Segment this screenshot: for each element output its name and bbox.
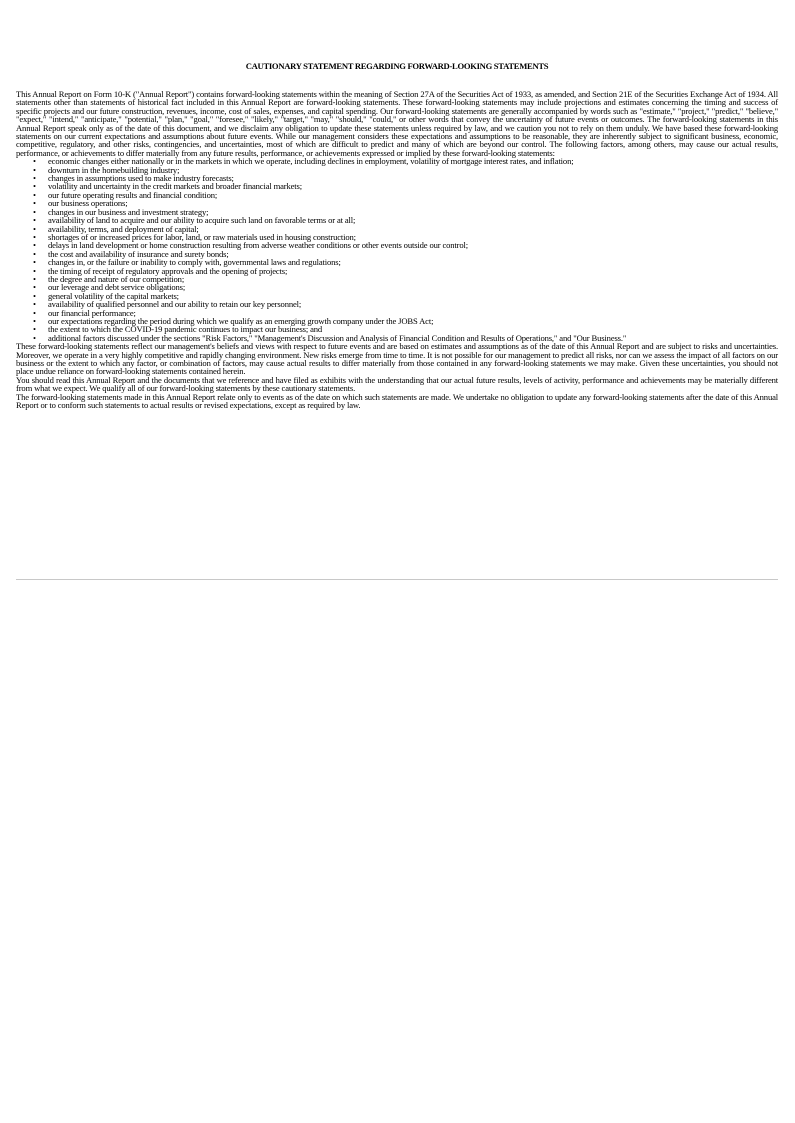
no-obligation-paragraph: The forward-looking statements made in this Annual Report relate only to events as of the date on which such statements are made. We undertake no obligation to update any forward-looking statements after the date of this Annual Report or to conform such statements to actual results or revised expectations, except as required by law. bbox=[16, 391, 778, 411]
bullet-icon: • bbox=[33, 299, 36, 310]
bullet-icon: • bbox=[33, 273, 36, 284]
risk-factor-text: our expectations regarding the period during which we qualify as an emerging growth company under the JOBS Act; bbox=[48, 315, 434, 326]
bullet-icon: • bbox=[33, 189, 36, 200]
bullet-icon: • bbox=[33, 332, 36, 343]
bullet-icon: • bbox=[33, 223, 36, 234]
risk-factor-text: availability of qualified personnel and our ability to retain our key personnel; bbox=[48, 299, 302, 310]
risk-factor-text: downturn in the homebuilding industry; bbox=[48, 164, 180, 175]
risk-factor-text: general volatility of the capital markets; bbox=[48, 290, 179, 301]
bullet-icon: • bbox=[33, 206, 36, 217]
bullet-icon: • bbox=[33, 198, 36, 209]
risk-factor-text: economic changes either nationally or in the markets in which we operate, including declines in employment, volatility of mortgage interest rates, and inflation; bbox=[48, 156, 574, 167]
risk-factor-text: the cost and availability of insurance and surety bonds; bbox=[48, 248, 229, 259]
bullet-icon: • bbox=[33, 307, 36, 318]
bullet-icon: • bbox=[33, 248, 36, 259]
risk-factor-text: additional factors discussed under the sections "Risk Factors," "Management's Discussion and Analysis of Financial Condition and Results of Operations," and "Our Business." bbox=[48, 332, 627, 343]
risk-factor-text: our leverage and debt service obligations; bbox=[48, 282, 186, 293]
risk-factor-text: our financial performance; bbox=[48, 307, 136, 318]
bullet-icon: • bbox=[33, 231, 36, 242]
risk-factor-text: changes in assumptions used to make industry forecasts; bbox=[48, 173, 234, 184]
risk-factor-text: our business operations; bbox=[48, 198, 128, 209]
bullet-icon: • bbox=[33, 156, 36, 167]
bullet-icon: • bbox=[33, 282, 36, 293]
bullet-icon: • bbox=[33, 315, 36, 326]
page-divider bbox=[16, 579, 778, 580]
risk-factor-text: delays in land development or home construction resulting from adverse weather conditions or other events outside our control; bbox=[48, 240, 468, 251]
risk-factor-item bbox=[16, 334, 778, 342]
risk-factor-list bbox=[16, 157, 778, 342]
document-title: CAUTIONARY STATEMENT REGARDING FORWARD-LOOKING STATEMENTS bbox=[245, 61, 549, 71]
bullet-icon: • bbox=[33, 265, 36, 276]
bullet-icon: • bbox=[33, 257, 36, 268]
risk-factor-text: volatility and uncertainty in the credit markets and broader financial markets; bbox=[48, 181, 302, 192]
bullet-icon: • bbox=[33, 324, 36, 335]
risk-factor-text: the extent to which the COVID-19 pandemic continues to impact our business; and bbox=[48, 324, 323, 335]
risk-factor-text: availability of land to acquire and our ability to acquire such land on favorable terms or at all; bbox=[48, 215, 356, 226]
bullet-icon: • bbox=[33, 173, 36, 184]
document-page bbox=[16, 61, 778, 409]
intro-paragraph: This Annual Report on Form 10-K ("Annual Report") contains forward-looking statements within the meaning of Section 27A of the Securities Act of 1933, as amended, and Section 21E of the Securities Exchange Act of 1934. All statements other than statements of historical fact included in this Annual Report are forward-looking statements. These forward-looking statements may include projections and estimates concerning the timing and success of specific projects and our future construction, revenues, income, cost of sales, expenses, and capital spending. Our forward-looking statements are generally accompanied by words such as "estimate," "project," "predict," "believe," "expect," "intend," "anticipate," "potential," "plan," "goal," "foresee," "likely," "target," "may," "should," "could," or other words that convey the uncertainty of future events or outcomes. The forward-looking statements in this Annual Report speak only as of the date of this document, and we disclaim any obligation to update these statements unless required by law, and we caution you not to rely on them unduly. We have based these forward-looking statements on our current expectations and assumptions about future events. While our management considers these expectations and assumptions to be reasonable, they are inherently subject to significant business, economic, competitive, regulatory, and other risks, contingencies, and uncertainties, most of which are difficult to predict and many of which are beyond our control. The following factors, among others, may cause our actual results, performance, or achievements to differ materially from any future results, performance, or achievements expressed or implied by these forward-looking statements: bbox=[16, 89, 778, 158]
exhibits-paragraph: You should read this Annual Report and the documents that we reference and have filed as exhibits with the understanding that our actual future results, levels of activity, performance and achievements may be materially different from what we expect. We qualify all of our forward-looking statements by these cautionary statements. bbox=[16, 374, 778, 394]
risk-factor-item bbox=[16, 191, 778, 199]
beliefs-paragraph: These forward-looking statements reflect our management's beliefs and views with respect to future events and are based on estimates and assumptions as of the date of this Annual Report and are subject to risks and uncertainties. Moreover, we operate in a very highly competitive and rapidly changing environment. New risks emerge from time to time. It is not possible for our management to predict all risks, nor can we assess the impact of all factors on our business or the extent to which any factor, or combination of factors, may cause actual results to differ materially from those contained in any forward-looking statements we may make. Given these uncertainties, you should not place undue reliance on forward-looking statements contained herein. bbox=[16, 341, 778, 377]
risk-factor-text: changes in, or the failure or inability to comply with, governmental laws and regulations; bbox=[48, 257, 341, 268]
bullet-icon: • bbox=[33, 164, 36, 175]
bullet-icon: • bbox=[33, 240, 36, 251]
bullet-icon: • bbox=[33, 215, 36, 226]
risk-factor-text: the timing of receipt of regulatory approvals and the opening of projects; bbox=[48, 265, 288, 276]
bullet-icon: • bbox=[33, 290, 36, 301]
risk-factor-text: our future operating results and financial condition; bbox=[48, 189, 218, 200]
risk-factor-text: availability, terms, and deployment of capital; bbox=[48, 223, 199, 234]
risk-factor-text: changes in our business and investment strategy; bbox=[48, 206, 209, 217]
risk-factor-text: the degree and nature of our competition; bbox=[48, 273, 185, 284]
risk-factor-text: shortages of or increased prices for labor, land, or raw materials used in housing construction; bbox=[48, 231, 356, 242]
bullet-icon: • bbox=[33, 181, 36, 192]
